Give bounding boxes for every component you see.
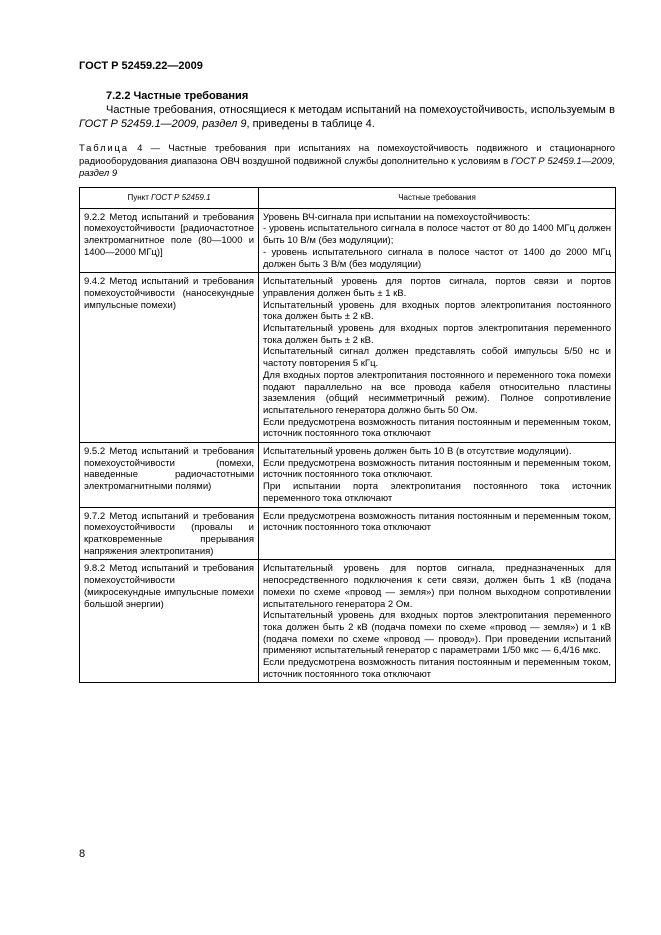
requirement-line: - уровень испытательного сигнала в полосе частот от 1400 до 2000 МГц должен быть 3 В/м (без модуляции) bbox=[263, 246, 611, 270]
table-caption-reference: ГОСТ Р 52459.1—2009, раздел 9 bbox=[79, 155, 615, 179]
table-row bbox=[80, 273, 616, 443]
requirement-line: Если предусмотрена возможность питания постоянным и переменным током, источник постоянного тока отключают bbox=[263, 416, 611, 440]
requirement-line: Испытательный уровень для входных портов электропитания переменного тока должен быть 2 кВ (подача помехи по схеме «провод — земля») и 1 кВ (подача помехи по схеме «провод — провод»). При проведении испытаний применяют испытательный генератор с параметрами 1/50 мкс — 6,4/16 мкс. bbox=[263, 610, 611, 657]
requirement-line: Если предусмотрена возможность питания постоянным и переменным током, источник постоянного тока отключают bbox=[263, 657, 611, 680]
requirement-line: Испытательный уровень должен быть 10 В (в отсутствие модуляции). bbox=[263, 446, 572, 458]
intro-text-start: Частные требования, относящиеся к методам испытаний на помехоустойчивость, используемым в bbox=[106, 104, 615, 116]
requirement-line: Если предусмотрена возможность питания постоянным и переменным током, источник постоянного тока отключают bbox=[263, 510, 611, 534]
page-number: 8 bbox=[79, 848, 86, 860]
table-row bbox=[80, 208, 616, 273]
header-clause-cell bbox=[80, 188, 259, 209]
requirement-line: При испытании порта электропитания постоянного тока источник переменного тока отключают bbox=[263, 481, 611, 504]
requirements-table bbox=[79, 187, 616, 683]
clause-cell: 9.7.2 Метод испытаний и требования помехоустойчивости (провалы и кратковременные прерывания напряжения электропитания) bbox=[80, 507, 259, 560]
requirement-line: Для входных портов электропитания постоянного и переменного тока помехи подают параллельно на все провода кабеля относительно пластины заземления (общий несимметричный режим). Полное сопротивление испытательного генератора должно быть 50 Ом. bbox=[263, 369, 611, 416]
intro-reference: ГОСТ Р 52459.1—2009, раздел 9 bbox=[79, 117, 247, 130]
header-requirements-cell: Частные требования bbox=[259, 188, 616, 209]
document-header: ГОСТ Р 52459.22—2009 bbox=[79, 60, 203, 72]
table-caption-text: 4 — Частные требования при испытаниях на помехоустойчивость подвижного и стационарного радиооборудования диапазона ОВЧ воздушной подвижной службы дополнительно к условиям в bbox=[79, 143, 615, 167]
table-caption bbox=[79, 143, 615, 181]
intro-text-end: , приведены в таблице 4. bbox=[246, 117, 375, 130]
requirements-cell bbox=[259, 507, 616, 560]
table-header-row bbox=[80, 188, 616, 209]
requirements-cell bbox=[259, 560, 616, 683]
requirement-line: Уровень ВЧ-сигнала при испытании на помехоустойчивость: bbox=[263, 211, 531, 223]
section-title: 7.2.2 Частные требования bbox=[106, 90, 249, 102]
clause-cell: 9.4.2 Метод испытаний и требования помехоустойчивости (наносекундные импульсные помехи) bbox=[80, 273, 259, 443]
requirement-line: Испытательный уровень для входных портов электропитания переменного тока должен быть ± 2 кВ. bbox=[263, 323, 611, 346]
table-caption-label: Таблица bbox=[79, 143, 129, 154]
clause-cell: 9.2.2 Метод испытаний и требования помехоустойчивости [радиочастотное электромагнитное поле (80—1000 и 1400—2000 МГц)] bbox=[80, 208, 259, 273]
clause-cell: 9.5.2 Метод испытаний и требования помехоустойчивости (помехи, наведенные радиочастотными электромагнитными полями) bbox=[80, 443, 259, 508]
requirements-cell bbox=[259, 208, 616, 273]
requirements-cell bbox=[259, 443, 616, 508]
requirement-line: Испытательный уровень для портов сигнала, предназначенных для непосредственного подключения к сети связи, должен быть 1 кВ (подача помехи по схеме «провод — земля») при полном выходном сопротивлении испытательного генератора 2 Ом. bbox=[263, 563, 611, 610]
section-intro bbox=[79, 104, 615, 131]
requirements-cell bbox=[259, 273, 616, 443]
table-row bbox=[80, 560, 616, 683]
requirement-line: Если предусмотрена возможность питания постоянным и переменным током, источник постоянного тока отключают. bbox=[263, 457, 611, 481]
table-row bbox=[80, 443, 616, 508]
table-row bbox=[80, 507, 616, 560]
requirement-line: Испытательный уровень для входных портов электропитания постоянного тока должен быть ± 2 кВ. bbox=[263, 299, 611, 323]
clause-cell: 9.8.2 Метод испытаний и требования помехоустойчивости (микросекундные импульсные помехи большой энергии) bbox=[80, 560, 259, 683]
requirement-line: - уровень испытательного сигнала в полосе частот от 80 до 1400 МГц должен быть 10 В/м (без модуляции); bbox=[263, 223, 611, 247]
header-clause-reference: ГОСТ Р 52459.1 bbox=[151, 193, 211, 202]
requirement-line: Испытательный уровень для портов сигнала, портов связи и портов управления должен быть ± 1 кВ. bbox=[263, 276, 611, 299]
header-clause-prefix: Пункт bbox=[127, 193, 152, 202]
requirement-line: Испытательный сигнал должен представлять собой импульсы 5/50 нс и частоту повторения 5 кГц. bbox=[263, 346, 611, 370]
